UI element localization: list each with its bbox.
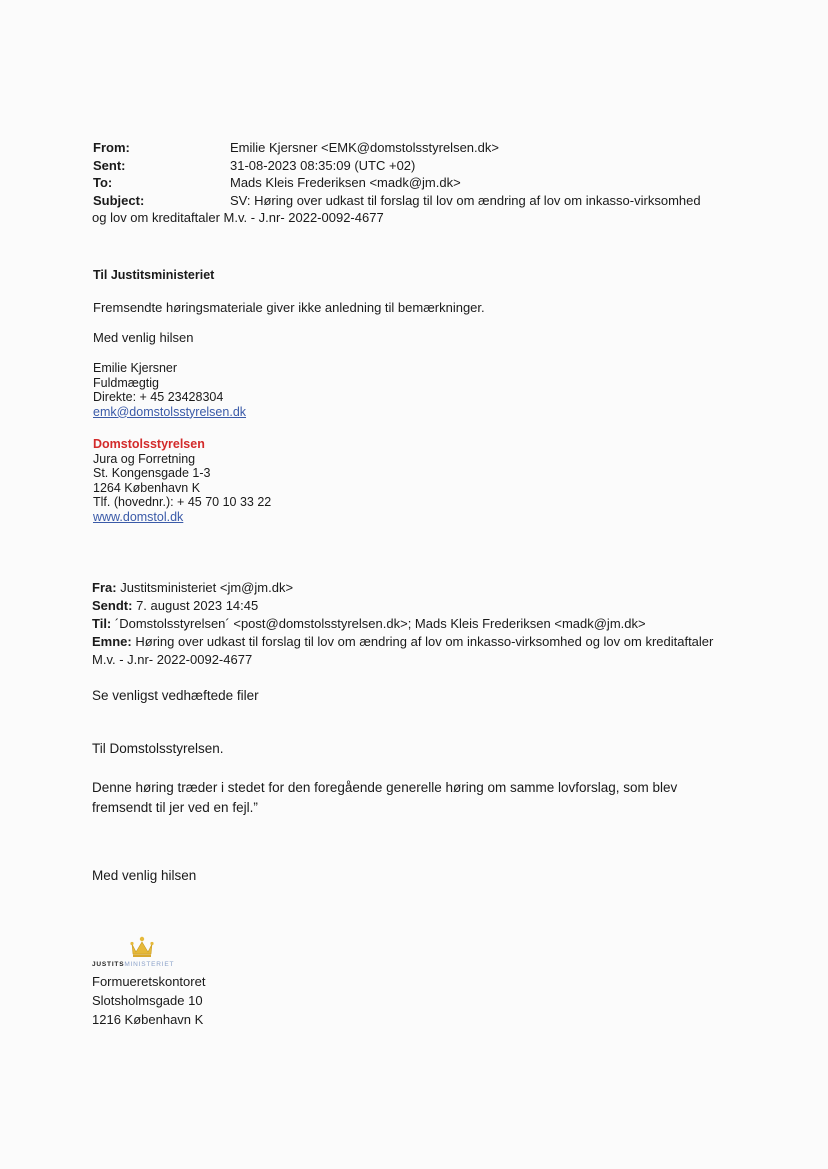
org-department: Jura og Forretning — [93, 451, 196, 466]
signature-title: Fuldmægtig — [93, 375, 159, 390]
forwarded-header — [92, 579, 732, 669]
fwd-from-label: Fra: — [92, 580, 117, 595]
address-office: Formueretskontoret — [92, 974, 206, 989]
fwd-greeting: Til Domstolsstyrelsen. — [92, 741, 224, 756]
fwd-to-label: Til: — [92, 616, 112, 631]
fwd-closing: Med venlig hilsen — [92, 868, 197, 883]
reply-closing: Med venlig hilsen — [93, 330, 194, 345]
org-website-link[interactable]: www.domstol.dk — [93, 509, 184, 524]
logo-word-part2: MINISTERIET — [124, 961, 175, 968]
signature-email-link[interactable]: emk@domstolsstyrelsen.dk — [93, 404, 247, 419]
sent-value: 31-08-2023 08:35:09 (UTC +02) — [230, 157, 416, 173]
fwd-sent-value: 7. august 2023 14:45 — [136, 598, 259, 613]
sent-label: Sent: — [93, 157, 126, 173]
to-value: Mads Kleis Frederiksen <madk@jm.dk> — [230, 175, 461, 190]
reply-greeting: Til Justitsministeriet — [93, 268, 215, 282]
fwd-sent-label: Sendt: — [92, 598, 133, 613]
subject-label: Subject: — [93, 192, 145, 208]
org-phone: Tlf. (hovednr.): + 45 70 10 33 22 — [93, 495, 272, 509]
fwd-to-value: ´Domstolsstyrelsen´ <post@domstolsstyrelsen.dk>; Mads Kleis Frederiksen <madk@jm.dk> — [114, 616, 646, 631]
to-label: To: — [93, 175, 113, 190]
to-row — [93, 174, 753, 192]
address-street: Slotsholmsgade 10 — [92, 993, 203, 1008]
from-value: Emilie Kjersner <EMK@domstolsstyrelsen.dk> — [230, 140, 499, 155]
from-row — [93, 139, 753, 157]
email-header — [93, 139, 753, 227]
org-city: 1264 København K — [93, 480, 201, 495]
org-signature — [93, 437, 271, 524]
fwd-subject-row — [92, 633, 732, 669]
ministry-address — [92, 972, 205, 1029]
reply-signature — [93, 361, 246, 419]
org-street: St. Kongensgade 1-3 — [93, 466, 211, 480]
crown-icon — [130, 936, 154, 958]
fwd-subject-label: Emne: — [92, 634, 132, 649]
reply-body: Fremsendte høringsmateriale giver ikke anledning til bemærkninger. — [93, 300, 485, 315]
fwd-body: Denne høring træder i stedet for den foregående generelle høring om samme lovforslag, som blev fremsendt til jer ved en fejl.” — [92, 780, 678, 815]
ministry-logo-wordmark — [92, 961, 174, 968]
fwd-subject-value: Høring over udkast til forslag til lov om ændring af lov om inkasso-virksomhed og lov om kreditaftaler M.v. - J.nr- 2022-0092-4677 — [92, 634, 714, 667]
subject-value-line1: SV: Høring over udkast til forslag til lov om ændring af lov om inkasso-virksomhed — [230, 192, 701, 208]
signature-name: Emilie Kjersner — [93, 361, 178, 375]
subject-row — [93, 192, 753, 210]
subject-value-line2: og lov om kreditaftaler M.v. - J.nr- 2022-0092-4677 — [92, 210, 384, 225]
address-city: 1216 København K — [92, 1012, 204, 1027]
from-label: From: — [93, 140, 130, 155]
fwd-sent-row — [92, 597, 732, 615]
fwd-from-value: Justitsministeriet <jm@jm.dk> — [120, 580, 294, 595]
logo-word-part1: JUSTITS — [92, 961, 125, 968]
org-name: Domstolsstyrelsen — [93, 437, 205, 451]
signature-direct-phone: Direkte: + 45 23428304 — [93, 390, 224, 404]
sent-row — [93, 157, 753, 175]
fwd-to-row — [92, 615, 732, 633]
fwd-attachments-note: Se venligst vedhæftede filer — [92, 688, 259, 703]
fwd-from-row — [92, 579, 732, 597]
